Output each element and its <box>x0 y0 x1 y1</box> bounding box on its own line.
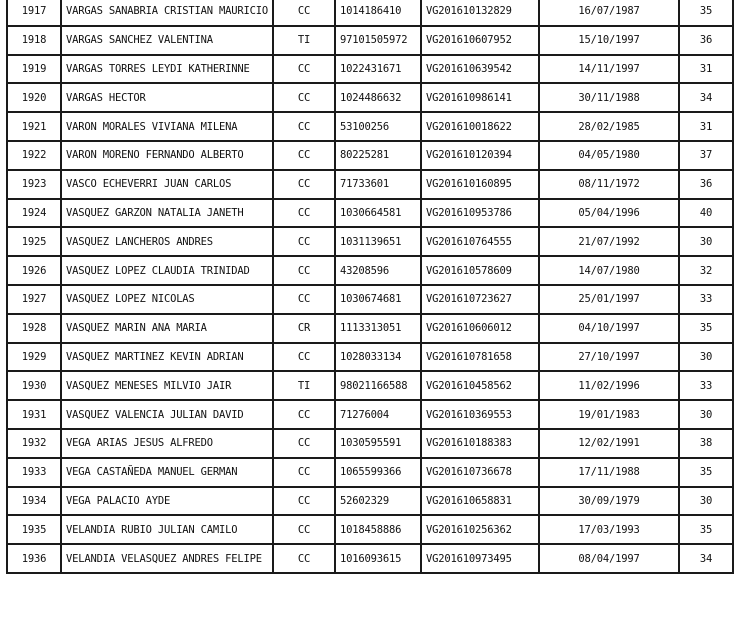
document-number-cell: 1031139651 <box>335 227 421 256</box>
table-row <box>7 371 733 400</box>
birth-date-cell: 14/11/1997 <box>539 55 679 84</box>
registry-table-body <box>7 0 733 573</box>
birth-date-cell: 25/01/1997 <box>539 285 679 314</box>
id-type-cell: CC <box>273 83 335 112</box>
age-value-cell: 36 <box>679 26 733 55</box>
table-row <box>7 199 733 228</box>
age-value-cell: 35 <box>679 515 733 544</box>
person-name-cell: VARGAS HECTOR <box>61 83 273 112</box>
row-number-cell: 1924 <box>7 199 61 228</box>
person-name-cell: VARGAS SANCHEZ VALENTINA <box>61 26 273 55</box>
id-type-cell: CC <box>273 0 335 26</box>
person-name-cell: VEGA ARIAS JESUS ALFREDO <box>61 429 273 458</box>
table-row <box>7 0 733 26</box>
row-number-cell: 1934 <box>7 487 61 516</box>
person-name-cell: VASQUEZ VALENCIA JULIAN DAVID <box>61 400 273 429</box>
document-number-cell: 1016093615 <box>335 544 421 573</box>
person-name-cell: VASQUEZ MARIN ANA MARIA <box>61 314 273 343</box>
table-row <box>7 314 733 343</box>
table-row <box>7 343 733 372</box>
age-value-cell: 40 <box>679 199 733 228</box>
birth-date-cell: 15/10/1997 <box>539 26 679 55</box>
id-type-cell: CC <box>273 170 335 199</box>
table-row <box>7 170 733 199</box>
document-number-cell: 1024486632 <box>335 83 421 112</box>
birth-date-cell: 21/07/1992 <box>539 227 679 256</box>
birth-date-cell: 12/02/1991 <box>539 429 679 458</box>
registration-code-cell: VG201610973495 <box>421 544 539 573</box>
id-type-cell: CC <box>273 256 335 285</box>
birth-date-cell: 19/01/1983 <box>539 400 679 429</box>
row-number-cell: 1932 <box>7 429 61 458</box>
registration-code-cell: VG201610120394 <box>421 141 539 170</box>
registration-code-cell: VG201610639542 <box>421 55 539 84</box>
row-number-cell: 1918 <box>7 26 61 55</box>
row-number-cell: 1935 <box>7 515 61 544</box>
id-type-cell: CC <box>273 458 335 487</box>
id-type-cell: TI <box>273 26 335 55</box>
age-value-cell: 33 <box>679 371 733 400</box>
row-number-cell: 1919 <box>7 55 61 84</box>
id-type-cell: CC <box>273 285 335 314</box>
age-value-cell: 30 <box>679 343 733 372</box>
registration-code-cell: VG201610607952 <box>421 26 539 55</box>
registration-code-cell: VG201610658831 <box>421 487 539 516</box>
age-value-cell: 34 <box>679 544 733 573</box>
row-number-cell: 1936 <box>7 544 61 573</box>
row-number-cell: 1925 <box>7 227 61 256</box>
table-row <box>7 256 733 285</box>
person-name-cell: VASQUEZ LOPEZ CLAUDIA TRINIDAD <box>61 256 273 285</box>
document-number-cell: 1030664581 <box>335 199 421 228</box>
birth-date-cell: 16/07/1987 <box>539 0 679 26</box>
age-value-cell: 35 <box>679 314 733 343</box>
person-name-cell: VASQUEZ MENESES MILVIO JAIR <box>61 371 273 400</box>
registration-code-cell: VG201610369553 <box>421 400 539 429</box>
table-row <box>7 429 733 458</box>
registration-code-cell: VG201610132829 <box>421 0 539 26</box>
table-row <box>7 83 733 112</box>
row-number-cell: 1929 <box>7 343 61 372</box>
id-type-cell: CC <box>273 544 335 573</box>
id-type-cell: CC <box>273 400 335 429</box>
birth-date-cell: 14/07/1980 <box>539 256 679 285</box>
id-type-cell: CC <box>273 199 335 228</box>
birth-date-cell: 27/10/1997 <box>539 343 679 372</box>
age-value-cell: 31 <box>679 112 733 141</box>
row-number-cell: 1923 <box>7 170 61 199</box>
document-number-cell: 1113313051 <box>335 314 421 343</box>
registration-code-cell: VG201610578609 <box>421 256 539 285</box>
id-type-cell: CC <box>273 343 335 372</box>
document-number-cell: 1014186410 <box>335 0 421 26</box>
person-name-cell: VEGA CASTAÑEDA MANUEL GERMAN <box>61 458 273 487</box>
birth-date-cell: 17/03/1993 <box>539 515 679 544</box>
person-name-cell: VASQUEZ LOPEZ NICOLAS <box>61 285 273 314</box>
table-row <box>7 400 733 429</box>
document-number-cell: 98021166588 <box>335 371 421 400</box>
age-value-cell: 36 <box>679 170 733 199</box>
id-type-cell: CC <box>273 112 335 141</box>
document-number-cell: 52602329 <box>335 487 421 516</box>
row-number-cell: 1920 <box>7 83 61 112</box>
document-number-cell: 1028033134 <box>335 343 421 372</box>
id-type-cell: CC <box>273 55 335 84</box>
id-type-cell: CR <box>273 314 335 343</box>
row-number-cell: 1927 <box>7 285 61 314</box>
table-row <box>7 285 733 314</box>
birth-date-cell: 28/02/1985 <box>539 112 679 141</box>
age-value-cell: 34 <box>679 83 733 112</box>
document-number-cell: 1065599366 <box>335 458 421 487</box>
age-value-cell: 35 <box>679 458 733 487</box>
id-type-cell: CC <box>273 487 335 516</box>
age-value-cell: 38 <box>679 429 733 458</box>
id-type-cell: CC <box>273 429 335 458</box>
id-type-cell: CC <box>273 227 335 256</box>
person-name-cell: VELANDIA RUBIO JULIAN CAMILO <box>61 515 273 544</box>
age-value-cell: 31 <box>679 55 733 84</box>
document-number-cell: 53100256 <box>335 112 421 141</box>
registration-code-cell: VG201610256362 <box>421 515 539 544</box>
age-value-cell: 30 <box>679 487 733 516</box>
row-number-cell: 1921 <box>7 112 61 141</box>
birth-date-cell: 08/11/1972 <box>539 170 679 199</box>
birth-date-cell: 04/05/1980 <box>539 141 679 170</box>
registration-code-cell: VG201610188383 <box>421 429 539 458</box>
row-number-cell: 1926 <box>7 256 61 285</box>
registration-code-cell: VG201610458562 <box>421 371 539 400</box>
age-value-cell: 35 <box>679 0 733 26</box>
table-row <box>7 141 733 170</box>
document-number-cell: 1030595591 <box>335 429 421 458</box>
table-row <box>7 227 733 256</box>
age-value-cell: 33 <box>679 285 733 314</box>
id-type-cell: TI <box>273 371 335 400</box>
age-value-cell: 37 <box>679 141 733 170</box>
table-row <box>7 487 733 516</box>
row-number-cell: 1930 <box>7 371 61 400</box>
row-number-cell: 1931 <box>7 400 61 429</box>
birth-date-cell: 05/04/1996 <box>539 199 679 228</box>
registry-table <box>6 0 734 574</box>
person-name-cell: VARGAS TORRES LEYDI KATHERINNE <box>61 55 273 84</box>
table-row <box>7 458 733 487</box>
person-name-cell: VELANDIA VELASQUEZ ANDRES FELIPE <box>61 544 273 573</box>
birth-date-cell: 17/11/1988 <box>539 458 679 487</box>
birth-date-cell: 08/04/1997 <box>539 544 679 573</box>
birth-date-cell: 30/09/1979 <box>539 487 679 516</box>
table-row <box>7 544 733 573</box>
document-number-cell: 71276004 <box>335 400 421 429</box>
table-row <box>7 26 733 55</box>
id-type-cell: CC <box>273 515 335 544</box>
person-name-cell: VASQUEZ LANCHEROS ANDRES <box>61 227 273 256</box>
table-row <box>7 112 733 141</box>
person-name-cell: VARON MORALES VIVIANA MILENA <box>61 112 273 141</box>
registration-code-cell: VG201610986141 <box>421 83 539 112</box>
table-row <box>7 515 733 544</box>
registration-code-cell: VG201610606012 <box>421 314 539 343</box>
person-name-cell: VARON MORENO FERNANDO ALBERTO <box>61 141 273 170</box>
document-number-cell: 97101505972 <box>335 26 421 55</box>
age-value-cell: 30 <box>679 227 733 256</box>
age-value-cell: 32 <box>679 256 733 285</box>
birth-date-cell: 30/11/1988 <box>539 83 679 112</box>
person-name-cell: VASQUEZ MARTINEZ KEVIN ADRIAN <box>61 343 273 372</box>
registration-code-cell: VG201610781658 <box>421 343 539 372</box>
registration-code-cell: VG201610160895 <box>421 170 539 199</box>
birth-date-cell: 04/10/1997 <box>539 314 679 343</box>
registration-code-cell: VG201610018622 <box>421 112 539 141</box>
registration-code-cell: VG201610723627 <box>421 285 539 314</box>
row-number-cell: 1922 <box>7 141 61 170</box>
person-name-cell: VASQUEZ GARZON NATALIA JANETH <box>61 199 273 228</box>
registration-code-cell: VG201610953786 <box>421 199 539 228</box>
row-number-cell: 1917 <box>7 0 61 26</box>
person-name-cell: VARGAS SANABRIA CRISTIAN MAURICIO <box>61 0 273 26</box>
registration-code-cell: VG201610736678 <box>421 458 539 487</box>
document-number-cell: 1018458886 <box>335 515 421 544</box>
document-number-cell: 71733601 <box>335 170 421 199</box>
document-number-cell: 43208596 <box>335 256 421 285</box>
birth-date-cell: 11/02/1996 <box>539 371 679 400</box>
document-number-cell: 1030674681 <box>335 285 421 314</box>
person-name-cell: VEGA PALACIO AYDE <box>61 487 273 516</box>
person-name-cell: VASCO ECHEVERRI JUAN CARLOS <box>61 170 273 199</box>
document-number-cell: 1022431671 <box>335 55 421 84</box>
registration-code-cell: VG201610764555 <box>421 227 539 256</box>
row-number-cell: 1928 <box>7 314 61 343</box>
document-number-cell: 80225281 <box>335 141 421 170</box>
table-row <box>7 55 733 84</box>
row-number-cell: 1933 <box>7 458 61 487</box>
id-type-cell: CC <box>273 141 335 170</box>
age-value-cell: 30 <box>679 400 733 429</box>
